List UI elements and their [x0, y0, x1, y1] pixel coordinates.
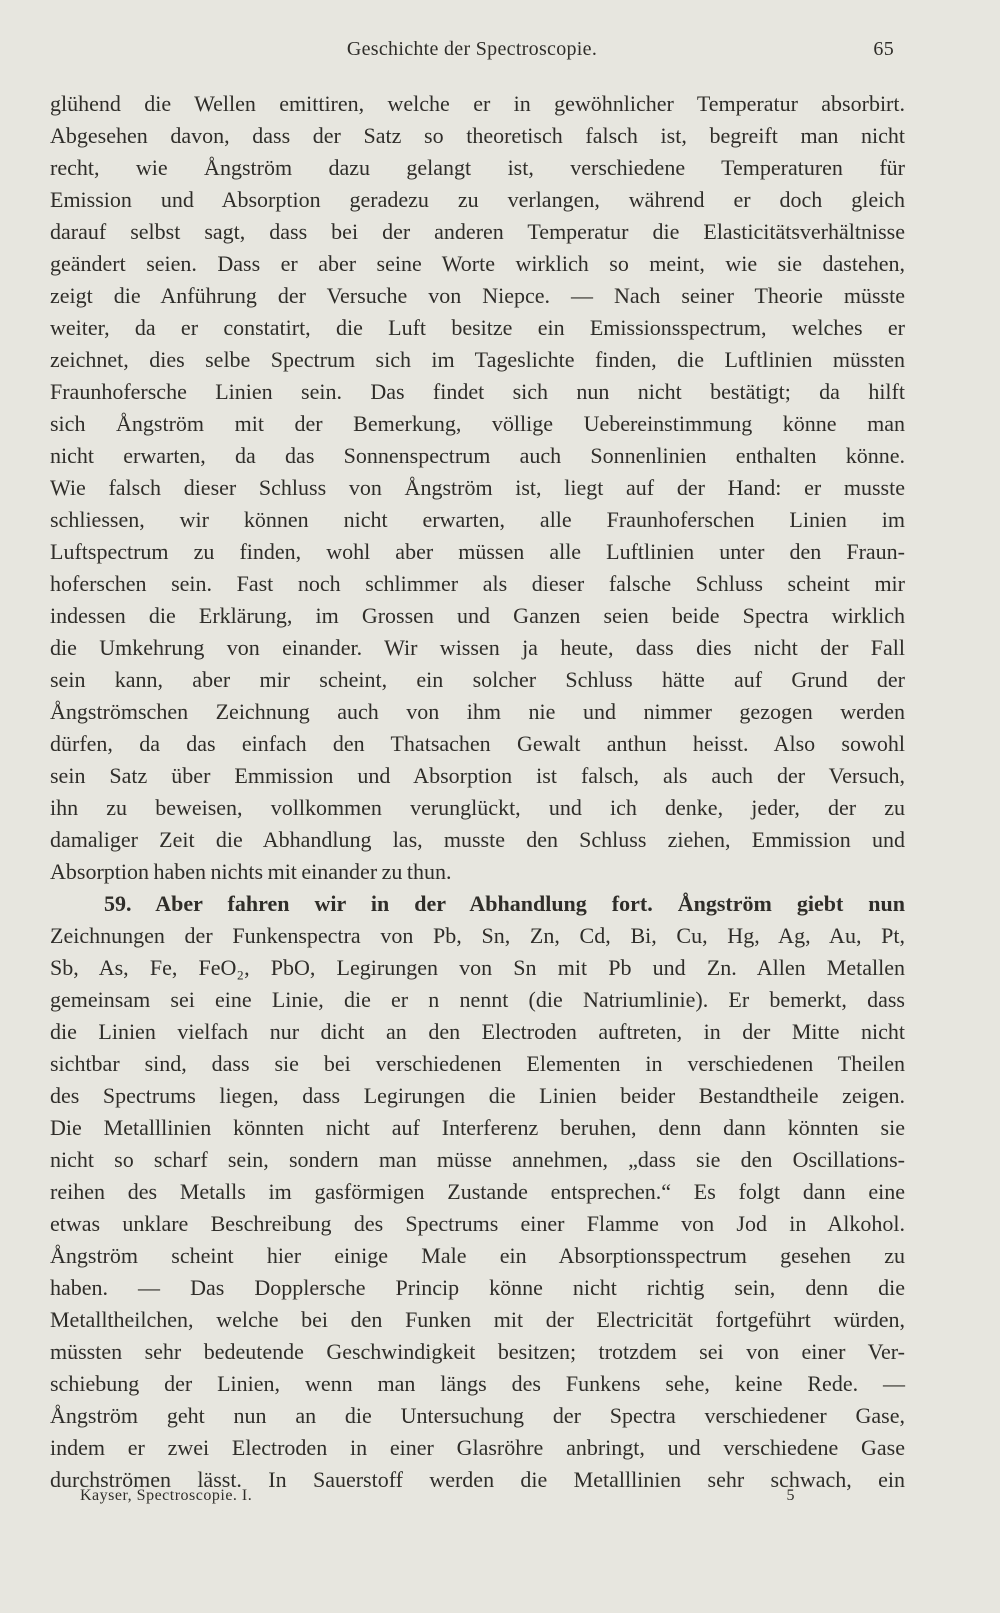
text-line: geändert seien. Dass er aber seine Worte wirklich so meint, wie sie dastehen,	[50, 251, 905, 276]
text-line: indem er zwei Electroden in einer Glasröhre anbringt, und verschiedene Gase	[50, 1435, 905, 1460]
text-line: Abgesehen davon, dass der Satz so theoretisch falsch ist, begreift man nicht	[50, 123, 905, 148]
text-line: weiter, da er constatirt, die Luft besitze ein Emissionsspectrum, welches er	[50, 315, 905, 340]
text-line: sein Satz über Emmission und Absorption ist falsch, als auch der Versuch,	[50, 763, 905, 788]
running-head	[50, 38, 894, 68]
text-line: Zeichnungen der Funkenspectra von Pb, Sn, Zn, Cd, Bi, Cu, Hg, Ag, Au, Pt,	[50, 923, 905, 948]
text-line: des Spectrums liegen, dass Legirungen die Linien beider Bestandtheile zeigen.	[50, 1083, 905, 1108]
text-line: die Linien vielfach nur dicht an den Electroden auftreten, in der Mitte nicht	[50, 1019, 905, 1044]
text-line: hoferschen sein. Fast noch schlimmer als dieser falsche Schluss scheint mir	[50, 571, 905, 596]
signature-mark: 5	[786, 1487, 795, 1504]
text-line: nicht erwarten, da das Sonnenspectrum auch Sonnenlinien enthalten könne.	[50, 443, 905, 468]
text-line: Sb, As, Fe, FeO₂, PbO, Legirungen von Sn mit Pb und Zn. Allen Metallen	[50, 955, 905, 980]
text-line: die Umkehrung von einander. Wir wissen ja heute, dass dies nicht der Fall	[50, 635, 905, 660]
text-line: Emission und Absorption geradezu zu verlangen, während er doch gleich	[50, 187, 905, 212]
text-line: damaliger Zeit die Abhandlung las, musste den Schluss ziehen, Emmission und	[50, 827, 905, 852]
text-line: nicht so scharf sein, sondern man müsse annehmen, „dass sie den Oscillations-	[50, 1147, 905, 1172]
text-line: Ångströmschen Zeichnung auch von ihm nie und nimmer gezogen werden	[50, 699, 905, 724]
page-number: 65	[873, 38, 894, 60]
text-line: etwas unklare Beschreibung des Spectrums einer Flamme von Jod in Alkohol.	[50, 1211, 905, 1236]
text-line: Luftspectrum zu finden, wohl aber müssen alle Luftlinien unter den Fraun-	[50, 539, 905, 564]
text-line: Ångström scheint hier einige Male ein Absorptionsspectrum gesehen zu	[50, 1243, 905, 1268]
text-line: ihn zu beweisen, vollkommen verunglückt, und ich denke, jeder, der zu	[50, 795, 905, 820]
text-line: recht, wie Ångström dazu gelangt ist, verschiedene Temperaturen für	[50, 155, 905, 180]
text-line: Metalltheilchen, welche bei den Funken mit der Electricität fortgeführt würden,	[50, 1307, 905, 1332]
section-59-first-line: 59. Aber fahren wir in der Abhandlung fort. Ångström giebt nun	[104, 891, 905, 916]
text-line: sichtbar sind, dass sie bei verschiedenen Elementen in verschiedenen Theilen	[50, 1051, 905, 1076]
text-line: zeichnet, dies selbe Spectrum sich im Tageslichte finden, die Luftlinien müssten	[50, 347, 905, 372]
text-line: Fraunhofersche Linien sein. Das findet sich nun nicht bestätigt; da hilft	[50, 379, 905, 404]
text-line: indessen die Erklärung, im Grossen und Ganzen seien beide Spectra wirklich	[50, 603, 905, 628]
paragraph-end-line: Absorption haben nichts mit einander zu thun.	[50, 859, 452, 884]
text-line: durchströmen lässt. In Sauerstoff werden die Metalllinien sehr schwach, ein	[50, 1467, 905, 1492]
signature-footer	[80, 1487, 795, 1513]
text-line: darauf selbst sagt, dass bei der anderen Temperatur die Elasticitätsverhältnisse	[50, 219, 905, 244]
body-text	[50, 88, 905, 1496]
running-head-title: Geschichte der Spectroscopie.	[346, 38, 598, 60]
text-line: sein kann, aber mir scheint, ein solcher Schluss hätte auf Grund der	[50, 667, 905, 692]
text-line: gemeinsam sei eine Linie, die er n nennt (die Natriumlinie). Er bemerkt, dass	[50, 987, 905, 1012]
text-line: zeigt die Anführung der Versuche von Niepce. — Nach seiner Theorie müsste	[50, 283, 905, 308]
text-line: Die Metalllinien könnten nicht auf Interferenz beruhen, denn dann könnten sie	[50, 1115, 905, 1140]
signature-label: Kayser, Spectroscopie. I.	[80, 1487, 253, 1504]
text-line: glühend die Wellen emittiren, welche er in gewöhnlicher Temperatur absorbirt.	[50, 91, 905, 116]
text-line: Ångström geht nun an die Untersuchung der Spectra verschiedener Gase,	[50, 1403, 905, 1428]
text-line: schliessen, wir können nicht erwarten, alle Fraunhoferschen Linien im	[50, 507, 905, 532]
text-line: Wie falsch dieser Schluss von Ångström ist, liegt auf der Hand: er musste	[50, 475, 905, 500]
text-line: müssten sehr bedeutende Geschwindigkeit besitzen; trotzdem sei von einer Ver-	[50, 1339, 905, 1364]
text-line: schiebung der Linien, wenn man längs des Funkens sehe, keine Rede. —	[50, 1371, 905, 1396]
text-line: reihen des Metalls im gasförmigen Zustande entsprechen.“ Es folgt dann eine	[50, 1179, 905, 1204]
text-line: haben. — Das Dopplersche Princip könne nicht richtig sein, denn die	[50, 1275, 905, 1300]
text-line: sich Ångström mit der Bemerkung, völlige Uebereinstimmung könne man	[50, 411, 905, 436]
text-line: dürfen, da das einfach den Thatsachen Gewalt anthun heisst. Also sowohl	[50, 731, 905, 756]
